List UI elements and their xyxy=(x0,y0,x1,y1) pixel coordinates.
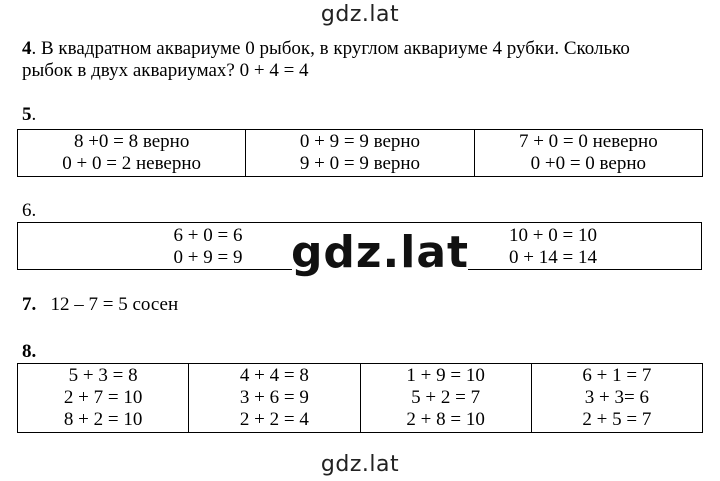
equation: 6 + 1 = 7 xyxy=(582,365,652,386)
equation: 0 + 9 = 9 верно xyxy=(299,131,421,152)
equation: 2 + 7 = 10 xyxy=(63,387,143,408)
task-5-label xyxy=(22,104,36,126)
equation: 1 + 9 = 10 xyxy=(406,365,485,386)
task-6-right xyxy=(468,225,638,269)
table-cell xyxy=(360,364,531,433)
table-cell xyxy=(531,364,702,433)
equation: 4 + 4 = 8 xyxy=(239,365,309,386)
equation: 9 + 0 = 9 верно xyxy=(299,153,421,174)
task-7 xyxy=(22,294,178,316)
equation: 5 + 3 = 8 xyxy=(68,365,138,386)
task-7-number: 7. xyxy=(22,294,37,315)
table-row xyxy=(18,364,703,433)
task-8-table xyxy=(17,363,703,433)
equation: 3 + 3= 6 xyxy=(584,387,649,408)
equation: 10 + 0 = 10 xyxy=(509,225,597,246)
task-5-number: 5 xyxy=(22,104,32,125)
table-cell xyxy=(18,130,246,177)
table-cell xyxy=(474,130,702,177)
task-4-line-2: рыбок в двух аквариумах? 0 + 4 = 4 xyxy=(22,60,309,81)
equation: 0 + 0 = 2 неверно xyxy=(62,153,202,174)
watermark-bottom: gdz.lat xyxy=(320,452,400,477)
task-8-number: 8. xyxy=(22,341,37,362)
task-4-text-1: . В квадратном аквариуме 0 рыбок, в круглом аквариуме 4 рубки. Сколько xyxy=(31,38,630,59)
equation: 2 + 2 = 4 xyxy=(239,409,309,430)
equation: 5 + 2 = 7 xyxy=(411,387,481,408)
equation: 0 + 9 = 9 xyxy=(173,247,243,268)
table-cell xyxy=(189,364,360,433)
equation: 8 + 2 = 10 xyxy=(63,409,143,430)
equation: 8 +0 = 8 верно xyxy=(73,131,190,152)
task-6-label: 6. xyxy=(22,200,37,221)
equation: 2 + 8 = 10 xyxy=(406,409,485,430)
watermark-center: gdz.lat xyxy=(290,226,470,278)
task-8-label xyxy=(22,341,36,363)
task-4-line-1 xyxy=(22,38,712,60)
task-5-suffix: . xyxy=(31,104,37,125)
table-cell xyxy=(246,130,474,177)
table-cell xyxy=(18,364,189,433)
equation: 0 + 14 = 14 xyxy=(509,247,597,268)
task-5-table xyxy=(17,129,703,177)
equation: 7 + 0 = 0 неверно xyxy=(518,131,658,152)
watermark-top: gdz.lat xyxy=(320,2,400,27)
task-4 xyxy=(22,38,712,82)
task-6-left xyxy=(128,225,288,269)
equation: 3 + 6 = 9 xyxy=(239,387,309,408)
equation: 6 + 0 = 6 xyxy=(173,225,243,246)
table-row xyxy=(18,130,703,177)
task-7-text: 12 – 7 = 5 сосен xyxy=(50,294,179,315)
equation: 0 +0 = 0 верно xyxy=(530,153,647,174)
equation: 2 + 5 = 7 xyxy=(582,409,652,430)
task-4-number: 4 xyxy=(22,38,32,59)
